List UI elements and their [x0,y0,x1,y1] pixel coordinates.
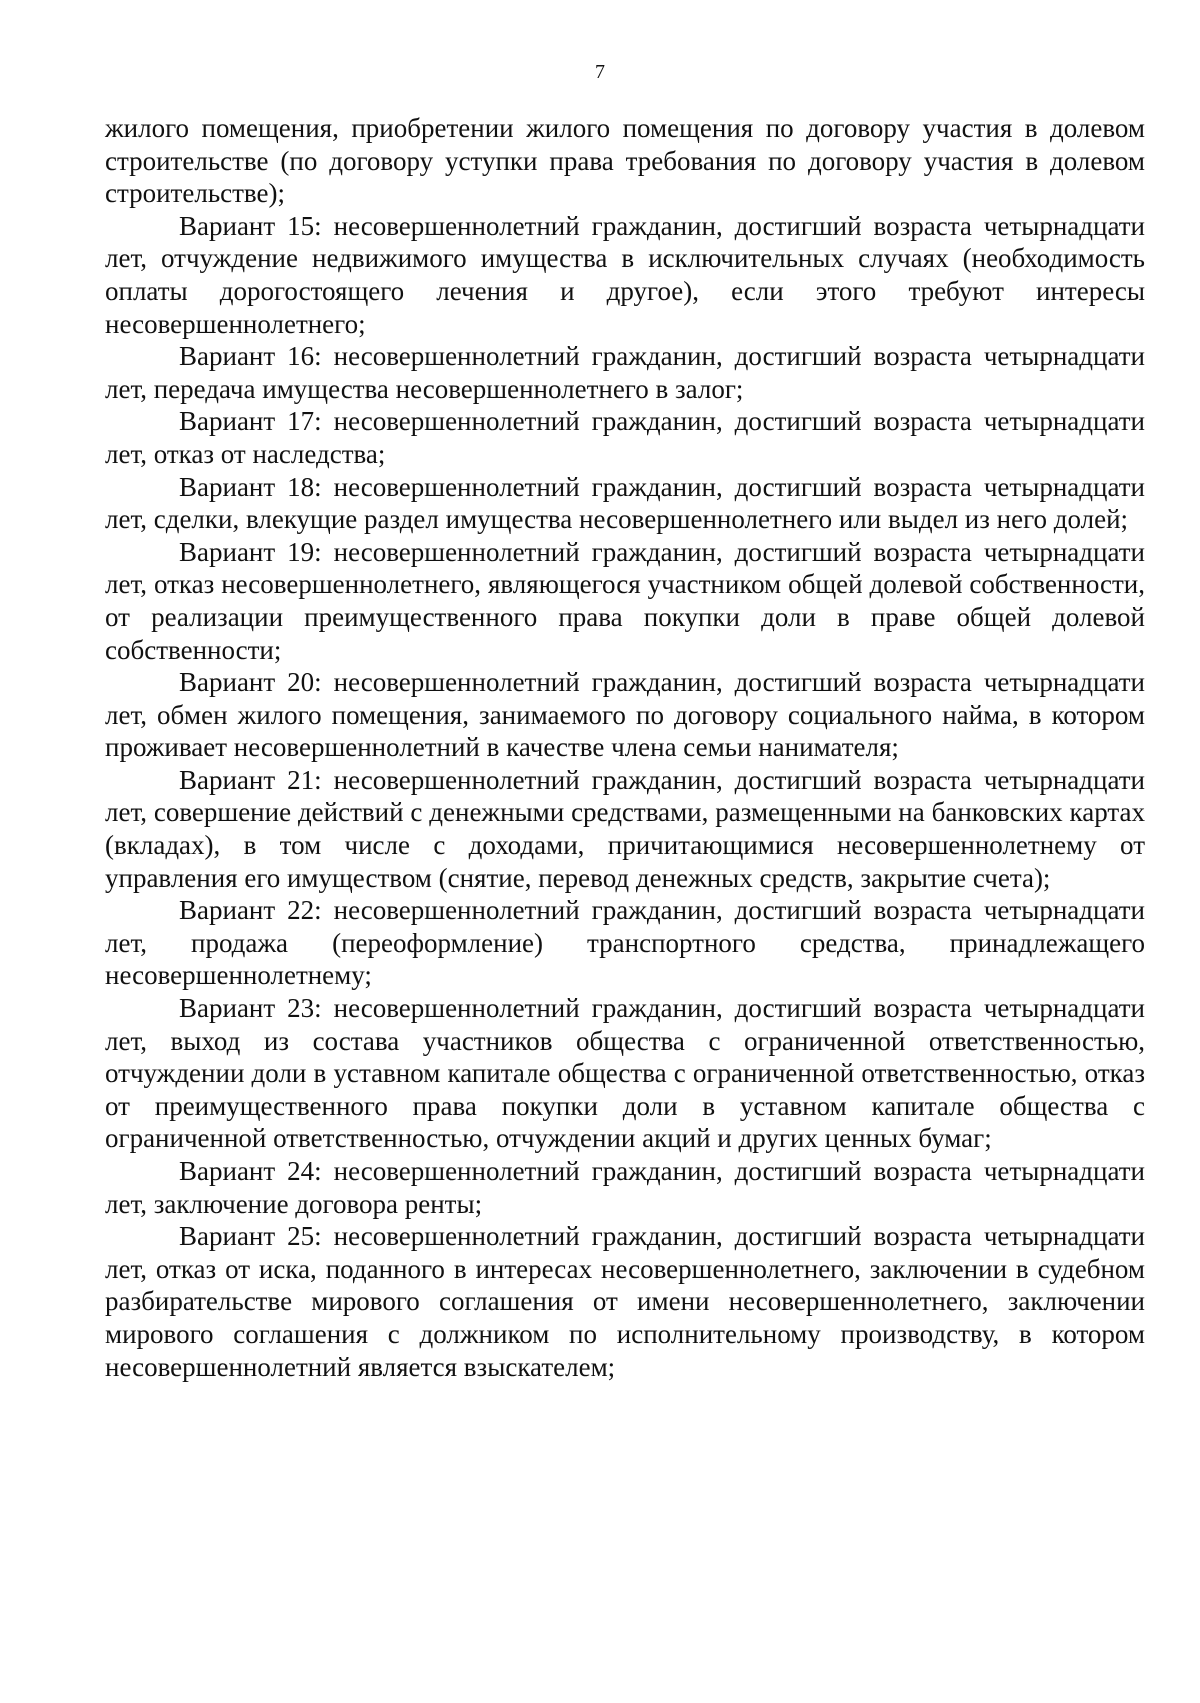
paragraph-continuation: жилого помещения, приобретении жилого помещения по договору участия в долевом строительстве (по договору уступки права требования по договору участия в долевом строительстве); [105,113,1145,209]
paragraph-variant-17: Вариант 17: несовершеннолетний гражданин, достигший возраста четырнадцати лет, отказ от наследства; [105,406,1145,469]
page-number: 7 [595,61,605,83]
paragraph-variant-19: Вариант 19: несовершеннолетний гражданин, достигший возраста четырнадцати лет, отказ несовершеннолетнего, являющегося участником общей долевой собственности, от реализации преимущественного права покупки доли в праве общей долевой собственности; [105,536,1145,665]
document-body [105,112,1145,1383]
paragraph-variant-21: Вариант 21: несовершеннолетний гражданин, достигший возраста четырнадцати лет, совершение действий с денежными средствами, размещенными на банковских картах (вкладах), в том числе с доходами, причитающимися несовершеннолетнему от управления его имуществом (снятие, перевод денежных средств, закрытие счета); [105,764,1145,893]
paragraph-variant-20: Вариант 20: несовершеннолетний гражданин, достигший возраста четырнадцати лет, обмен жилого помещения, занимаемого по договору социального найма, в котором проживает несовершеннолетний в качестве члена семьи нанимателя; [105,667,1145,763]
paragraph-variant-22: Вариант 22: несовершеннолетний гражданин, достигший возраста четырнадцати лет, продажа (переоформление) транспортного средства, принадлежащего несовершеннолетнему; [105,895,1145,991]
paragraph-variant-18: Вариант 18: несовершеннолетний гражданин, достигший возраста четырнадцати лет, сделки, влекущие раздел имущества несовершеннолетнего или выдел из него долей; [105,471,1145,535]
paragraph-variant-16: Вариант 16: несовершеннолетний гражданин, достигший возраста четырнадцати лет, передача имущества несовершеннолетнего в залог; [105,341,1145,404]
paragraph-variant-25: Вариант 25: несовершеннолетний гражданин, достигший возраста четырнадцати лет, отказ от иска, поданного в интересах несовершеннолетнего, заключении в судебном разбирательстве мирового соглашения от имени несовершеннолетнего, заключении мирового соглашения с должником по исполнительному производству, в котором несовершеннолетний является взыскателем; [105,1221,1145,1382]
paragraph-variant-24: Вариант 24: несовершеннолетний гражданин, достигший возраста четырнадцати лет, заключение договора ренты; [105,1156,1145,1219]
paragraph-variant-15: Вариант 15: несовершеннолетний гражданин, достигший возраста четырнадцати лет, отчуждение недвижимого имущества в исключительных случаях (необходимость оплаты дорогостоящего лечения и другое), если этого требуют интересы несовершеннолетнего; [105,210,1145,339]
paragraph-variant-23: Вариант 23: несовершеннолетний гражданин, достигший возраста четырнадцати лет, выход из состава участников общества с ограниченной ответственностью, отчуждении доли в уставном капитале общества с ограниченной ответственностью, отказ от преимущественного права покупки доли в уставном капитале общества с ограниченной ответственностью, отчуждении акций и других ценных бумаг; [105,993,1145,1154]
